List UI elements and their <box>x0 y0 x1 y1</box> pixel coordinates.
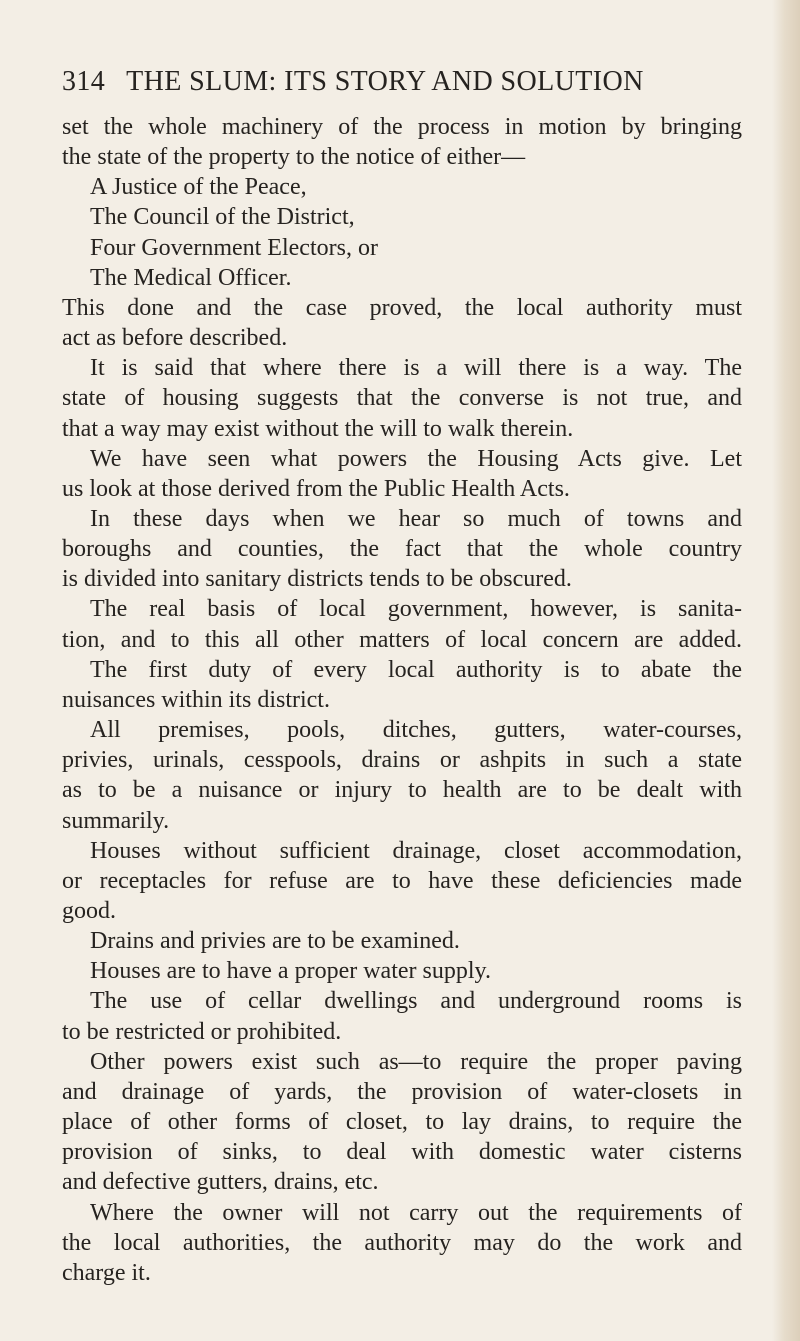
text-line: summarily. <box>62 808 170 834</box>
text-line: and drainage of yards, the provision of water-closets in <box>62 1079 742 1105</box>
text-line: state of housing suggests that the converse is not true, and <box>62 385 742 411</box>
text-line: Houses are to have a proper water supply. <box>90 958 491 984</box>
text-line: The use of cellar dwellings and underground rooms is <box>90 988 742 1014</box>
list-item: The Council of the District, <box>90 204 355 230</box>
text-line: act as before described. <box>62 325 288 351</box>
text-line: is divided into sanitary districts tends to be obscured. <box>62 566 572 592</box>
text-line: We have seen what powers the Housing Acts give. Let <box>90 446 742 472</box>
text-line: as to be a nuisance or injury to health are to be dealt with <box>62 777 742 803</box>
text-line: or receptacles for refuse are to have these deficiencies made <box>62 868 742 894</box>
text-line: good. <box>62 898 116 924</box>
text-line: Houses without sufficient drainage, closet accommodation, <box>90 838 742 864</box>
text-line: and defective gutters, drains, etc. <box>62 1169 379 1195</box>
text-line: charge it. <box>62 1260 151 1286</box>
page-header <box>62 62 742 102</box>
text-line: In these days when we hear so much of towns and <box>90 506 742 532</box>
text-line: the state of the property to the notice of either— <box>62 144 526 170</box>
text-line: place of other forms of closet, to lay drains, to require the <box>62 1109 742 1135</box>
text-line: tion, and to this all other matters of local concern are added. <box>62 627 742 653</box>
text-line: This done and the case proved, the local authority must <box>62 295 742 321</box>
text-line: Where the owner will not carry out the requirements of <box>90 1200 742 1226</box>
text-line: set the whole machinery of the process in motion by bringing <box>62 114 742 140</box>
text-line: provision of sinks, to deal with domestic water cisterns <box>62 1139 742 1165</box>
text-line: that a way may exist without the will to walk therein. <box>62 416 574 442</box>
text-line: nuisances within its district. <box>62 687 330 713</box>
page-edge-shadow <box>772 0 800 1341</box>
text-line: privies, urinals, cesspools, drains or ashpits in such a state <box>62 747 742 773</box>
list-item: Four Government Electors, or <box>90 235 378 261</box>
text-line: us look at those derived from the Public Health Acts. <box>62 476 570 502</box>
text-line: boroughs and counties, the fact that the whole country <box>62 536 742 562</box>
running-head: THE SLUM: ITS STORY AND SOLUTION <box>126 66 644 97</box>
text-line: Other powers exist such as—to require the proper paving <box>90 1049 742 1075</box>
text-line: to be restricted or prohibited. <box>62 1019 342 1045</box>
text-line: It is said that where there is a will there is a way. The <box>90 355 742 381</box>
page-number: 314 <box>62 66 106 97</box>
text-line: the local authorities, the authority may do the work and <box>62 1230 742 1256</box>
list-item: The Medical Officer. <box>90 265 292 291</box>
text-line: The real basis of local government, however, is sanita- <box>90 596 742 622</box>
list-item: A Justice of the Peace, <box>90 174 307 200</box>
text-line: All premises, pools, ditches, gutters, water-courses, <box>90 717 742 743</box>
text-line: Drains and privies are to be examined. <box>90 928 460 954</box>
text-line: The first duty of every local authority is to abate the <box>90 657 742 683</box>
